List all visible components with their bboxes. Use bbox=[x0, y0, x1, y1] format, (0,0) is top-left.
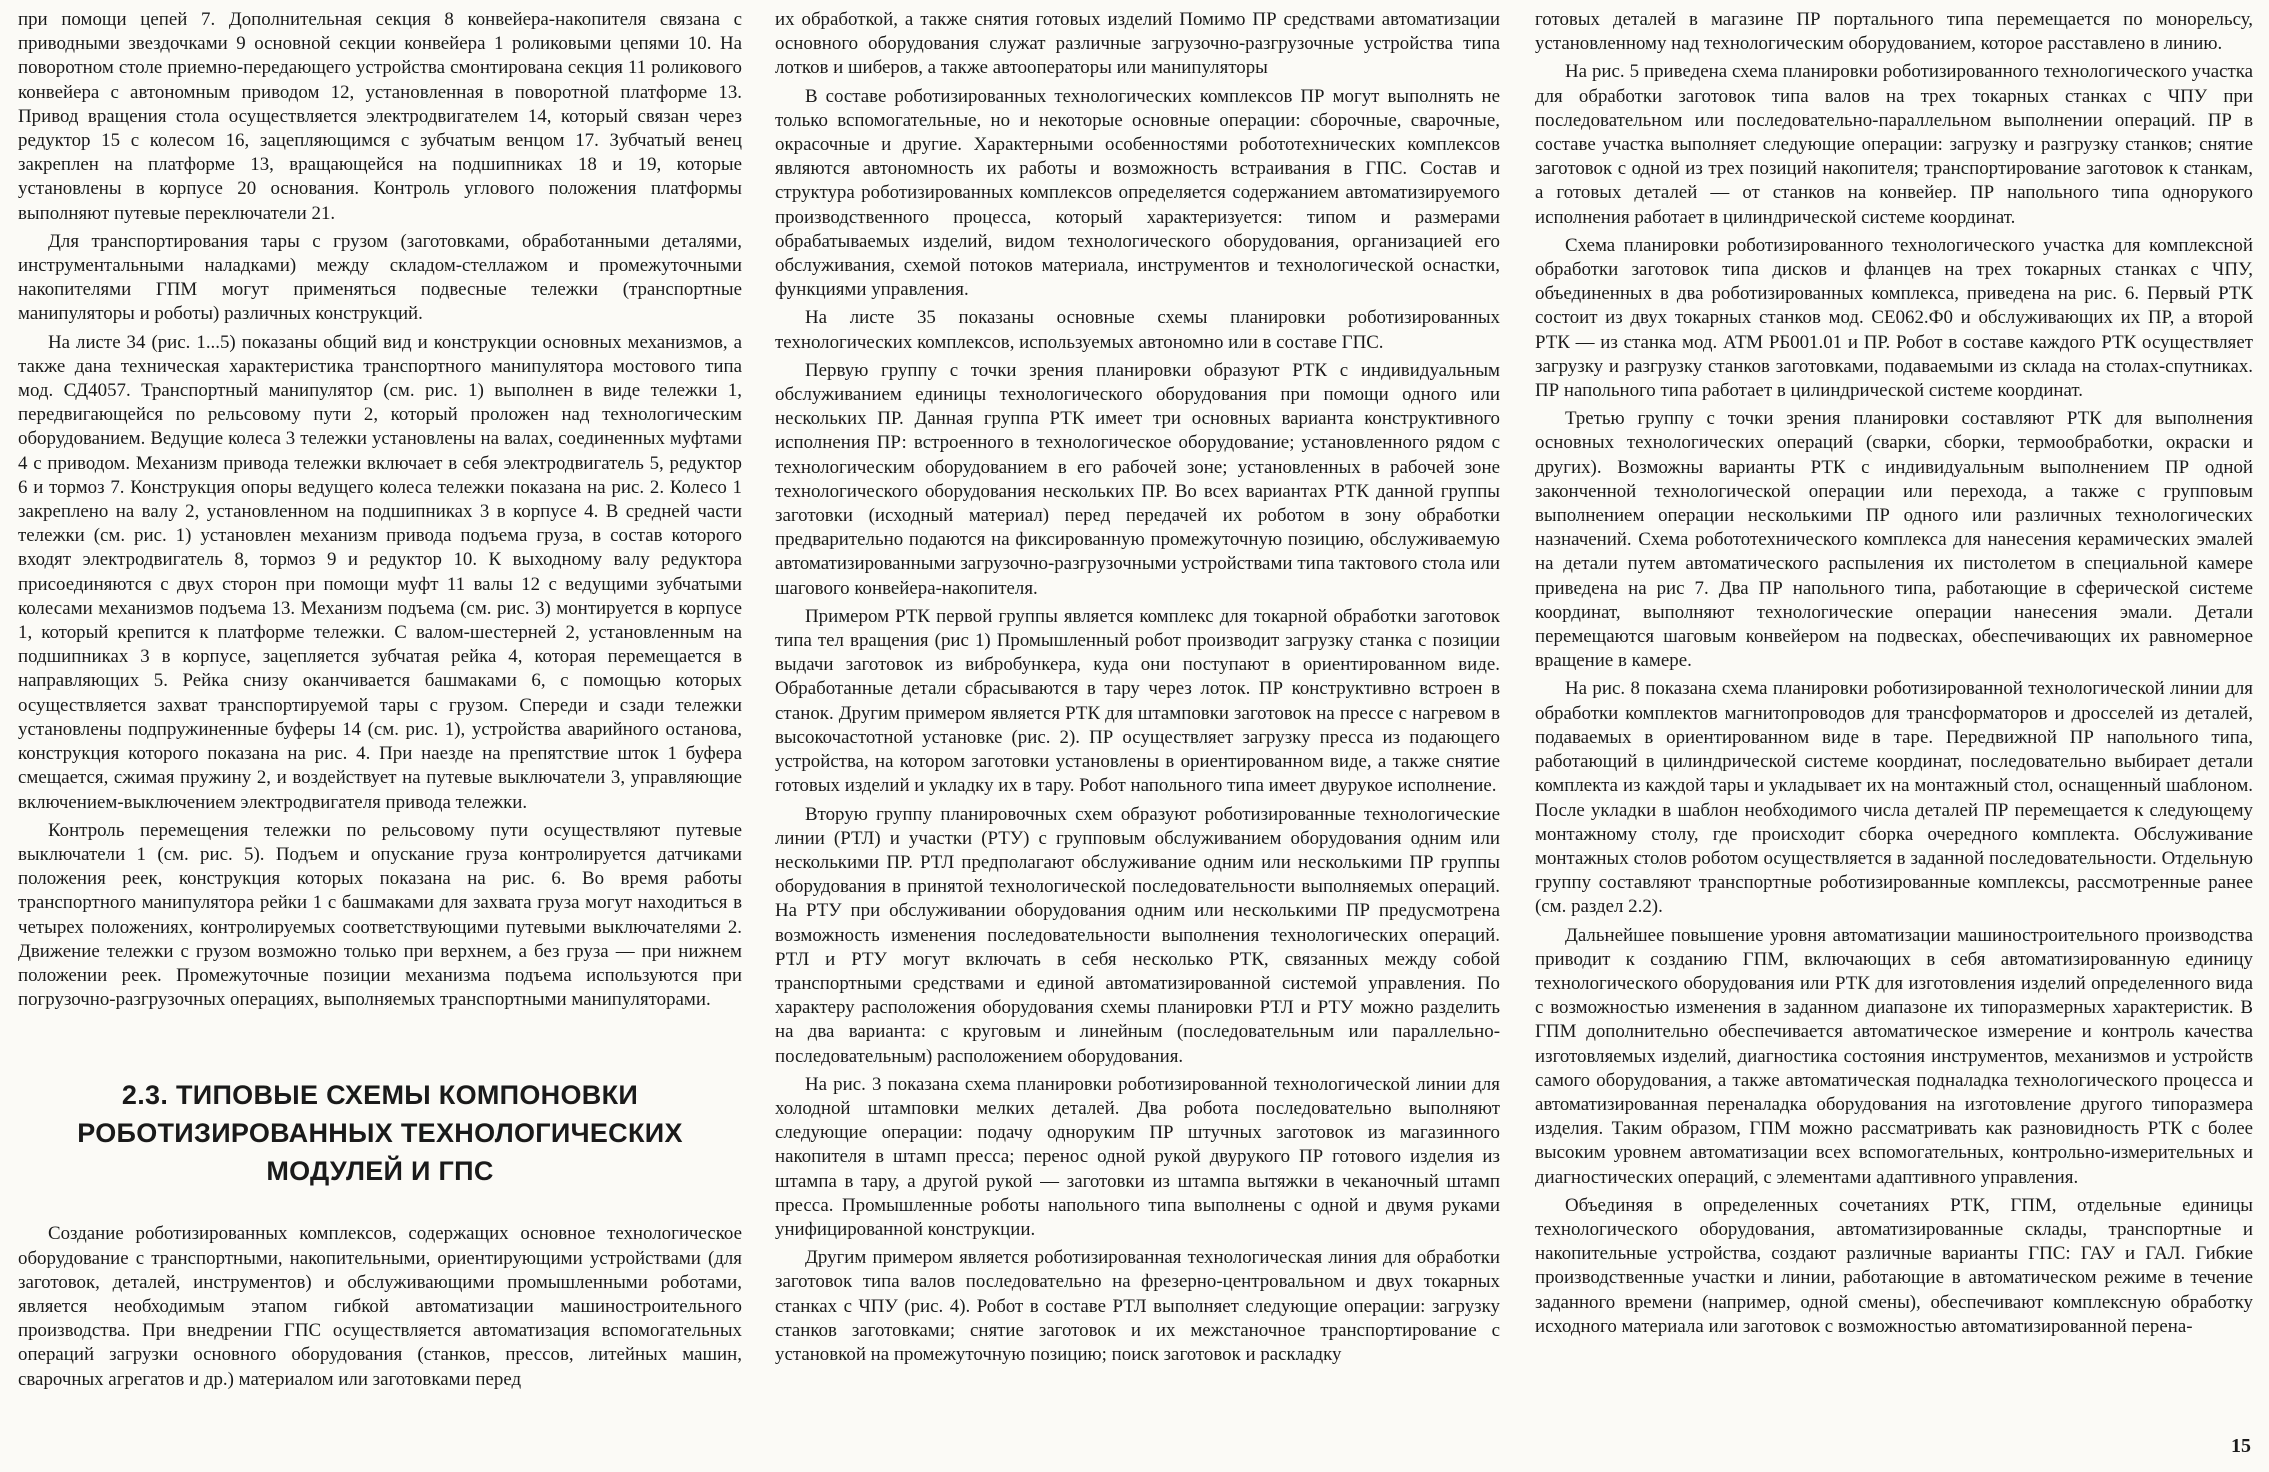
paragraph: Первую группу с точки зрения планировки образуют РТК с индивидуальным обслуживанием единицы технологического оборудования при помощи одного или нескольких ПР. Данная группа РТК имеет три основных варианта конструктивного исполнения ПР: встроенного в технологическое оборудование; установленного рядом с технологическим оборудованием в его рабочей зоне; установленных в рабочей зоне технологического оборудования нескольких ПР. Во всех вариантах РТК данной группы заготовки (исходный материал) перед передачей их роботом в зону обработки предварительно подаются на фиксированную промежуточную позицию, обслуживаемую автоматизированными загрузочно-разгрузочными устройствами типа тактового стола или шагового конвейера-накопителя. bbox=[775, 359, 1500, 599]
text-column-left bbox=[18, 8, 742, 1392]
paragraph: Для транспортирования тары с грузом (заготовками, обработанными деталями, инструментальными наладками) между складом-стеллажом и промежуточными накопителями ГПМ могут применяться подвесные тележки (транспортные манипуляторы и роботы) различных конструкций. bbox=[18, 230, 742, 325]
paragraph: Дальнейшее повышение уровня автоматизации машиностроительного производства приводит к созданию ГПМ, включающих в себя автоматизированную единицу технологического оборудования или РТК для изготовления изделий определенного вида с возможностью изменения в заданном диапазоне их типоразмерных характеристик. В ГПМ дополнительно обеспечивается автоматическое измерение и контроль качества изготовляемых изделий, диагностика состояния инструментов, механизмов и устройств самого оборудования, а также автоматическая подналадка технологического процесса и автоматизированная переналадка оборудования на изготовление другого типоразмера изделия. Таким образом, ГПМ можно рассматривать как разновидность РТК с более высоким уровнем автоматизации всех вспомогательных, контрольно-измерительных и диагностических операций, с элементами адаптивного управления. bbox=[1535, 924, 2253, 1188]
paragraph: их обработкой, а также снятия готовых изделий Помимо ПР средствами автоматизации основного оборудования служат различные загрузочно-разгрузочные устройства типа лотков и шиберов, а также автооператоры или манипуляторы bbox=[775, 9, 1500, 79]
paragraph: Контроль перемещения тележки по рельсовому пути осуществляют путевые выключатели 1 (см. рис. 5). Подъем и опускание груза контролируется датчиками положения реек, конструкция которых показана на рис. 6. Во время работы транспортного манипулятора рейки 1 с башмаками для захвата груза могут находиться в четырех положениях, контролируемых соответствующими путевыми выключателями 2. Движение тележки с грузом возможно только при верхнем, а без груза — при нижнем положении реек. Промежуточные позиции механизма подъема используются при погрузочно-разгрузочных операциях, выполняемых транспортными манипуляторами. bbox=[18, 819, 742, 1011]
paragraph: Примером РТК первой группы является комплекс для токарной обработки заготовок типа тел вращения (рис 1) Промышленный робот производит загрузку станка с позиции выдачи заготовок из вибробункера, куда они поступают в ориентированном виде. Обработанные детали сбрасываются в тару через лоток. ПР конструктивно встроен в станок. Другим примером является РТК для штамповки заготовок на прессе с нагревом в высокочастотной установке (рис. 2). ПР осуществляет загрузку пресса из подающего устройства, на котором заготовки установлены в ориентированном виде, а также снятие готовых изделий и укладку их в тару. Робот напольного типа имеет двурукое исполнение. bbox=[775, 605, 1500, 797]
paragraph: На рис. 5 приведена схема планировки роботизированного технологического участка для обработки заготовок типа валов на трех токарных станках с ЧПУ при последовательном или последовательно-параллельном выполнении операций. ПР в составе участка выполняет следующие операции: загрузку и разгрузку станков; снятие заготовок с одной из трех позиций накопителя; транспортирование заготовок к станкам, а готовых деталей — от станков на конвейер. ПР напольного типа однорукого исполнения работает в цилиндрической системе координат. bbox=[1535, 61, 2253, 228]
paragraph: при помощи цепей 7. Дополнительная секция 8 конвейера-накопителя связана с приводными звездочками 9 основной секции конвейера 1 роликовыми цепями 10. На поворотном столе приемно-передающего устройства смонтирована секция 11 роликового конвейера с автономным приводом 12, установленная в поворотной платформе 13. Привод вращения стола осуществляется электродвигателем 14, который связан через редуктор 15 с колесом 16, зацепляющимся с зубчатым венцом 17. Зубчатый венец закреплен на платформе 13, вращающейся на подшипниках 18 и 19, которые установлены в корпусе 20 основания. Контроль углового положения платформы выполняют путевые переключатели 21. bbox=[18, 9, 742, 224]
paragraph: На листе 34 (рис. 1...5) показаны общий вид и конструкции основных механизмов, а также дана техническая характеристика транспортного манипулятора мостового типа мод. СД4057. Транспортный манипулятор (см. рис. 1) выполнен в виде тележки 1, передвигающейся по рельсовому пути 2, который проложен над технологическим оборудованием. Ведущие колеса 3 тележки установлены на валах, соединенных муфтами 4 с приводом. Механизм привода тележки включает в себя электродвигатель 5, редуктор 6 и тормоз 7. Конструкция опоры ведущего колеса тележки показана на рис. 2. Колесо 1 закреплено на валу 2, установленном на подшипниках 3 в корпусе 4. В средней части тележки (см. рис. 1) установлен механизм привода подъема груза, в состав которого входят электродвигатель 8, тормоз 9 и редуктор 10. К выходному валу редуктора присоединяются с двух сторон при помощи муфт 11 валы 12 с ведущими зубчатыми колесами механизмов подъема 13. Механизм подъема (см. рис. 3) монтируется в корпусе 1, который крепится к платформе тележки. С валом-шестерней 2, установленным на подшипниках 3 в корпусе, зацепляется зубчатая рейка 4, которая перемещается в направляющих 5. Рейка снизу оканчивается башмаками 6, с помощью которых осуществляется захват транспортируемой тары с грузом. Спереди и сзади тележки установлены подпружиненные буферы 14 (см. рис. 1), устройства аварийного останова, конструкция которого показана на рис. 4. При наезде на препятствие шток 1 буфера смещается, сжимая пружину 2, и воздействует на путевые выключатели 3, управляющие включением-выключением электродвигателя привода тележки. bbox=[18, 331, 742, 813]
section-heading-line: МОДУЛЕЙ И ГПС bbox=[266, 1156, 494, 1187]
paragraph: На рис. 8 показана схема планировки роботизированной технологической линии для обработки комплектов магнитопроводов для трансформаторов и дросселей из деталей, подаваемых в ориентированном виде в таре. Передвижной ПР напольного типа, работающий в цилиндрической системе координат, последовательно выбирает детали комплекта из каждой тары и укладывает их на монтажный стол, оснащенный шаблоном. После укладки в шаблон необходимого числа деталей ПР перемещается к следующему монтажному столу, где происходит сборка очередного комплекта. Обслуживание монтажных столов роботом осуществляется в заданной последовательности. Отдельную группу составляют транспортные роботизированные комплексы, рассмотренные ранее (см. раздел 2.2). bbox=[1535, 678, 2253, 918]
paragraph: На рис. 3 показана схема планировки роботизированной технологической линии для холодной штамповки мелких деталей. Два робота последовательно выполняют следующие операции: подачу одноруким ПР штучных заготовок из магазинного накопителя в штамп пресса; перенос одной рукой двурукого ПР готового изделия из штампа в тару, а другой рукой — заготовки из штампа вытяжки в чеканочный штамп пресса. Промышленные роботы напольного типа выполнены с одной и двумя руками унифицированной конструкции. bbox=[775, 1073, 1500, 1240]
paragraph: Третью группу с точки зрения планировки составляют РТК для выполнения основных технологических операций (сварки, сборки, термообработки, окраски и других). Возможны варианты РТК с индивидуальным выполнением ПР одной законченной технологической операции или перехода, а также с групповым выполнением операции несколькими ПР одного или различных технологических назначений. Схема робототехнического комплекса для нанесения керамических эмалей на детали путем автоматического распыления их пистолетом в специальной камере приведена на рис 7. Два ПР напольного типа, работающие в сферической системе координат, выполняют технологические операции нанесения эмали. Детали перемещаются шаговым конвейером на подвесках, обеспечивающих их равномерное вращение в камере. bbox=[1535, 408, 2253, 672]
paragraph: Другим примером является роботизированная технологическая линия для обработки заготовок типа валов последовательно на фрезерно-центровальном и двух токарных станках с ЧПУ (рис. 4). Робот в составе РТЛ выполняет следующие операции: загрузку станков заготовками; снятие заготовок и их межстаночное транспортирование с установкой на промежуточную позицию; поиск заготовок и раскладку bbox=[775, 1247, 1500, 1365]
paragraph: Объединяя в определенных сочетаниях РТК, ГПМ, отдельные единицы технологического оборудования, автоматизированные склады, транспортные и накопительные устройства, создают различные варианты ГПС: ГАУ и ГАЛ. Гибкие производственные участки и линии, работающие в автоматическом режиме в течение заданного времени (например, одной смены), обеспечивают комплексную обработку исходного материала или заготовок с возможностью автоматизированной перена- bbox=[1535, 1194, 2253, 1337]
paragraph: Схема планировки роботизированного технологического участка для комплексной обработки заготовок типа дисков и фланцев на трех токарных станках с ЧПУ, объединенных в два роботизированных комплекса, приведена на рис. 6. Первый РТК состоит из двух токарных станков мод. СЕ062.Ф0 и обслуживающих их ПР, а второй РТК — из станка мод. АТМ РБ001.01 и ПР. Робот в составе каждого РТК осуществляет загрузку и разгрузку станков заготовками, подаваемыми из склада на столах-спутниках. ПР напольного типа работает в цилиндрической системе координат. bbox=[1535, 234, 2253, 402]
text-column-right bbox=[1535, 8, 2253, 1339]
paragraph: В составе роботизированных технологических комплексов ПР могут выполнять не только вспомогательные, но и некоторые основные операции: сборочные, сварочные, окрасочные и другие. Характерными особенностями робототехнических комплексов являются автономность их работы и возможность встраивания в ГПС. Состав и структура роботизированных комплексов определяется содержанием автоматизируемого производственного процесса, который характеризуется: типом и размерами обрабатываемых изделий, видом технологического оборудования, организацией его обслуживания, схемой потоков материала, инструментов и технологической оснастки, функциями управления. bbox=[775, 85, 1500, 301]
paragraph: Создание роботизированных комплексов, содержащих основное технологическое оборудование с транспортными, накопительными, ориентирующими устройствами (для заготовок, деталей, инструментов) и обслуживающими промышленными роботами, является необходимым этапом гибкой автоматизации машиностроительного производства. При внедрении ГПС осуществляется автоматизация вспомогательных операций загрузки основного оборудования (станков, прессов, литейных машин, сварочных агрегатов и др.) материалом или заготовками перед bbox=[18, 1223, 742, 1390]
paragraph: готовых деталей в магазине ПР портального типа перемещается по монорельсу, установленному над технологическим оборудованием, которое расставлено в линию. bbox=[1535, 9, 2253, 55]
paragraph: Вторую группу планировочных схем образуют роботизированные технологические линии (РТЛ) и участки (РТУ) с групповым обслуживанием оборудования одним или несколькими ПР. РТЛ предполагают обслуживание одним или несколькими ПР группы оборудования в принятой технологической последовательности выполняемых операций. На РТУ при обслуживании оборудования одним или несколькими ПР предусмотрена возможность изменения последовательности выполнения технологических операций. РТЛ и РТУ могут включать в себя несколько РТК, связанных между собой транспортными средствами и единой автоматизированной системой управления. По характеру расположения оборудования схемы планировки РТЛ и РТУ можно разделить на два варианта: с круговым и линейным (последовательным или параллельно-последовательным) расположением оборудования. bbox=[775, 803, 1500, 1067]
section-heading-line: 2.3. ТИПОВЫЕ СХЕМЫ КОМПОНОВКИ bbox=[121, 1080, 639, 1111]
section-heading-line: РОБОТИЗИРОВАННЫХ ТЕХНОЛОГИЧЕСКИХ bbox=[77, 1118, 683, 1149]
paragraph: На листе 35 показаны основные схемы планировки роботизированных технологических комплексов, используемых автономно или в составе ГПС. bbox=[775, 307, 1500, 353]
text-column-middle bbox=[775, 8, 1500, 1367]
page-number: 15 bbox=[2231, 1435, 2251, 1457]
section-heading bbox=[18, 1076, 742, 1190]
